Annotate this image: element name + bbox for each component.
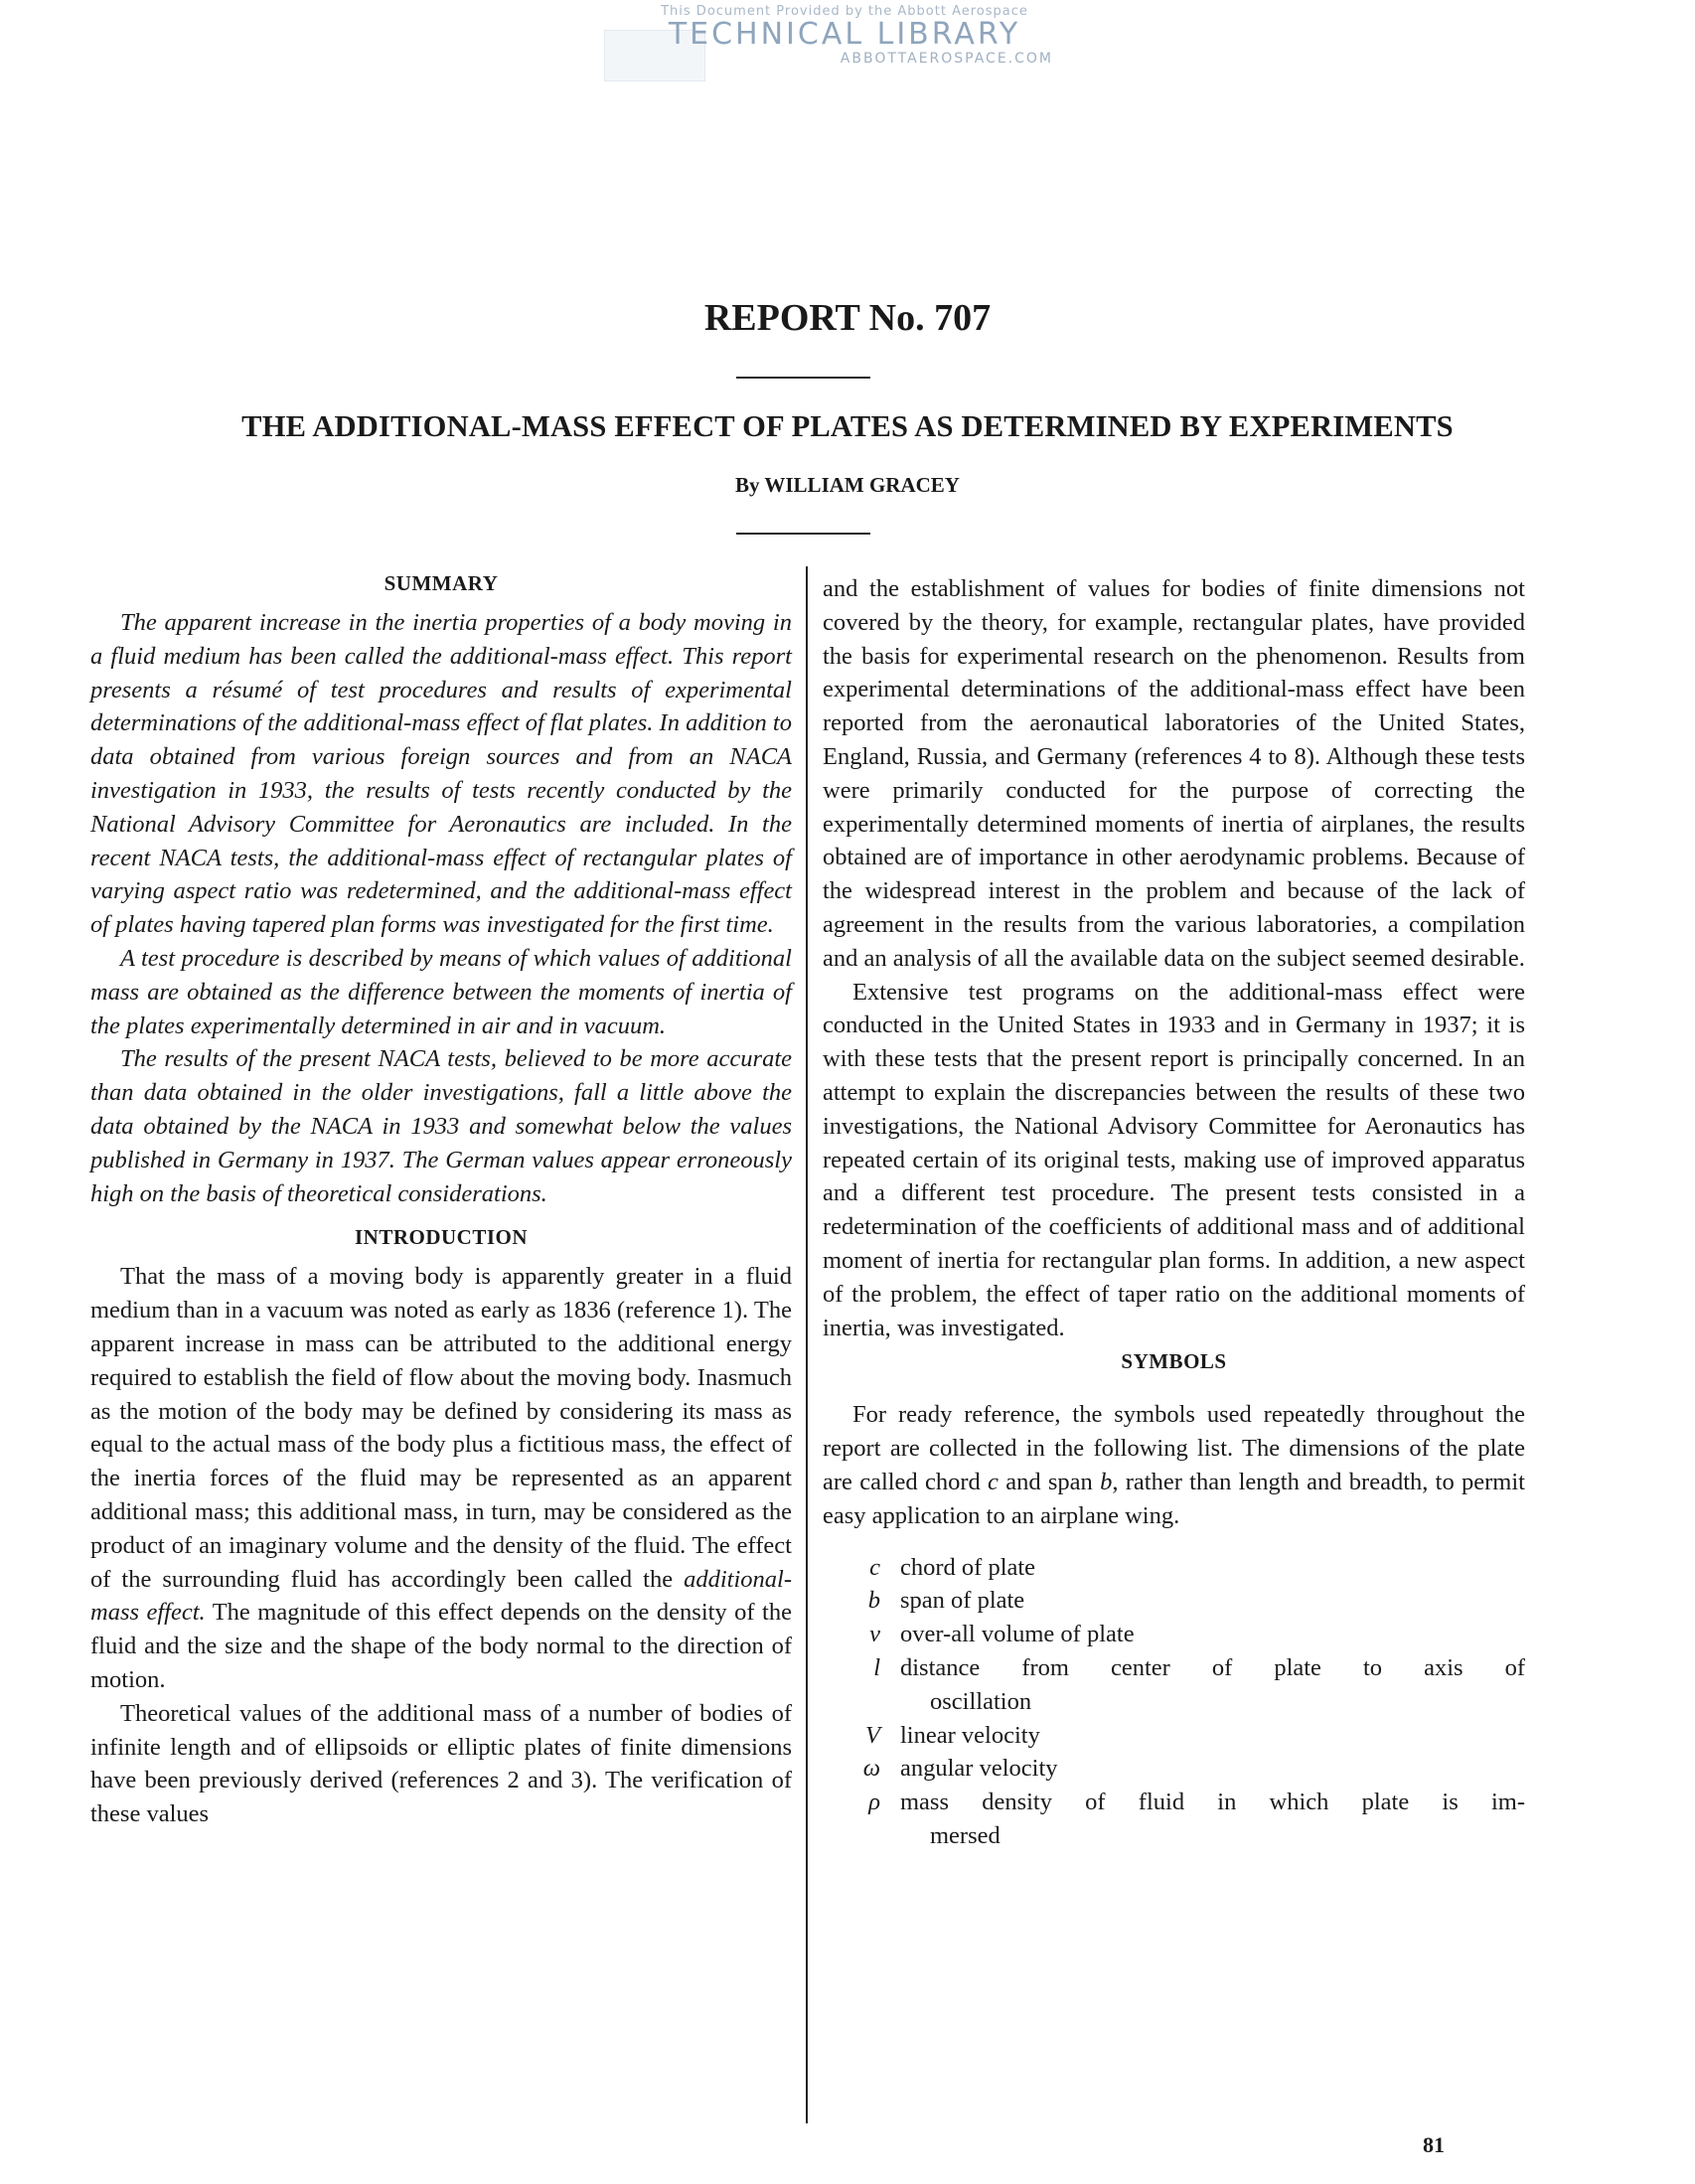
symbol-item [823, 1752, 1525, 1786]
symbol: b [867, 1587, 880, 1615]
symbol-item [823, 1651, 1525, 1719]
right-column [823, 572, 1525, 1853]
symbol: c [988, 1468, 999, 1495]
desc-text-cont: mersed [930, 1821, 1001, 1849]
desc-text: distance from center of plate to axis of [900, 1653, 1525, 1681]
symbol-desc [900, 1584, 1525, 1618]
text: The magnitude of this effect depends on the density of the fluid and the size and the shape of the body normal to the direction of motion. [90, 1599, 792, 1693]
symbol-item [823, 1584, 1525, 1618]
symbol: v [869, 1621, 880, 1648]
symbol: ω [862, 1755, 880, 1783]
desc-text: mass density of fluid in which plate is im- [900, 1789, 1525, 1816]
summary-paragraph: The results of the present NACA tests, believed to be more accurate than data obtained in the older investigations, fall a little above the data obtained by the NACA in 1933 and somewhat below the values published in Germany in 1937. The German values appear erroneously high on the basis of theoretical considerations. [90, 1045, 792, 1207]
symbol: l [873, 1653, 880, 1681]
symbols-list [823, 1551, 1525, 1853]
summary-heading: SUMMARY [384, 571, 499, 595]
text: For ready reference, the symbols used repeatedly throughout the report are collected in the following list. The dimensions of the plate are called chord [823, 1401, 1525, 1495]
symbol: ρ [868, 1789, 880, 1816]
text: That the mass of a moving body is apparently greater in a fluid medium than in a vacuum was noted as early as 1836 (reference 1). The apparent increase in mass can be attributed to the additional energy required to establish the field of flow about the moving body. Inasmuch as the motion of the body may be defined by considering its mass as equal to the actual mass of the body plus a fictitious mass, the effect of the inertia forces of the fluid may be represented as an apparent additional mass; this additional mass, in turn, may be considered as the product of an imaginary volume and the density of the fluid. The effect of the surrounding fluid has accordingly been called the [90, 1263, 792, 1593]
intro-paragraph: Extensive test programs on the additional-mass effect were conducted in the United States in 1933 and in Germany in 1937; it is with these tests that the present report is principally concerned. In an attempt to explain the discrepancies between the results of these two investigations, the National Advisory Committee for Aeronautics has repeated certain of its original tests, making use of improved apparatus and a different test procedure. The present tests consisted in a redetermination of the coefficients of additional mass and of additional moment of inertia for rectangular plan forms. In addition, a new aspect of the problem, the effect of taper ratio on the additional moments of inertia, was investigated. [823, 978, 1525, 1341]
symbol-item [823, 1551, 1525, 1585]
text: and span [998, 1468, 1101, 1495]
symbol: V [865, 1721, 880, 1749]
column-divider [806, 566, 808, 2123]
text: , rather than length and breadth, to permit easy application to an airplane wing. [823, 1468, 1525, 1529]
symbol-item [823, 1618, 1525, 1651]
symbol-item [823, 1786, 1525, 1853]
left-column [90, 566, 792, 1831]
desc-text: span of plate [900, 1587, 1025, 1615]
symbol-desc [900, 1551, 1525, 1585]
watermark-line-1: This Document Provided by the Abbott Aerospace [661, 4, 1028, 19]
divider-rule [736, 533, 870, 535]
symbol-desc [900, 1786, 1525, 1853]
symbol-desc [900, 1752, 1525, 1786]
summary-paragraph: The apparent increase in the inertia properties of a body moving in a fluid medium has been called the additional-mass effect. This report presents a résumé of test procedures and results of experimental determinations of the additional-mass effect of flat plates. In addition to data obtained from various foreign sources and from an NACA investigation in 1933, the results of tests recently conducted by the National Advisory Committee for Aeronautics are included. In the recent NACA tests, the additional-mass effect of rectangular plates of varying aspect ratio was redetermined, and the additional-mass effect of plates having tapered plan forms was investigated for the first time. [90, 609, 792, 939]
page-title: THE ADDITIONAL-MASS EFFECT OF PLATES AS DETERMINED BY EXPERIMENTS [241, 409, 1454, 443]
intro-paragraph-continued: and the establishment of values for bodies of finite dimensions not covered by the theory, for example, rectangular plates, have provided the basis for experimental research on the phenomenon. Results from experimental determinations of the additional-mass effect have been reported from the aeronautical laboratories of the United States, England, Russia, and Germany (references 4 to 8). Although these tests were primarily conducted for the purpose of correcting the experimentally determined moments of inertia of airplanes, the results obtained are of importance in other aerodynamic problems. Because of the widespread interest in the problem and because of the lack of agreement in the results from the various laboratories, a compilation and an analysis of all the available data on the subject seemed desirable. [823, 575, 1525, 972]
desc-text: chord of plate [900, 1553, 1036, 1581]
report-number: REPORT No. 707 [703, 297, 992, 339]
summary-paragraph: A test procedure is described by means of which values of additional mass are obtained as the difference between the moments of inertia of the plates experimentally determined in air and in vacuum. [90, 944, 792, 1039]
symbol-desc [900, 1618, 1525, 1651]
symbol-item [823, 1719, 1525, 1753]
italic-term: additional-mass effect. [90, 1565, 792, 1627]
author-line: By WILLIAM GRACEY [735, 473, 960, 497]
desc-text: over-all volume of plate [900, 1621, 1135, 1648]
desc-text: linear velocity [900, 1721, 1040, 1749]
watermark-line-2: TECHNICAL LIBRARY [668, 17, 1021, 52]
symbol-desc [900, 1651, 1525, 1719]
divider-rule [736, 377, 870, 379]
symbol: b [1100, 1468, 1113, 1495]
symbols-heading: SYMBOLS [1121, 1349, 1227, 1374]
introduction-heading: INTRODUCTION [354, 1225, 529, 1250]
intro-paragraph: Theoretical values of the additional mass of a number of bodies of infinite length and of ellipsoids or elliptic plates of finite dimensions have been previously derived (references 2 and 3). The verification of these values [90, 1699, 792, 1828]
intro-paragraph [90, 1260, 792, 1696]
watermark-line-3: ABBOTTAEROSPACE.COM [840, 51, 1053, 67]
symbols-intro [823, 1398, 1525, 1532]
symbol: c [869, 1553, 880, 1581]
desc-text: angular velocity [900, 1755, 1058, 1783]
symbol-desc [900, 1719, 1525, 1753]
watermark [596, 4, 1093, 67]
desc-text-cont: oscillation [930, 1687, 1032, 1715]
page-number: 81 [1423, 2132, 1445, 2157]
